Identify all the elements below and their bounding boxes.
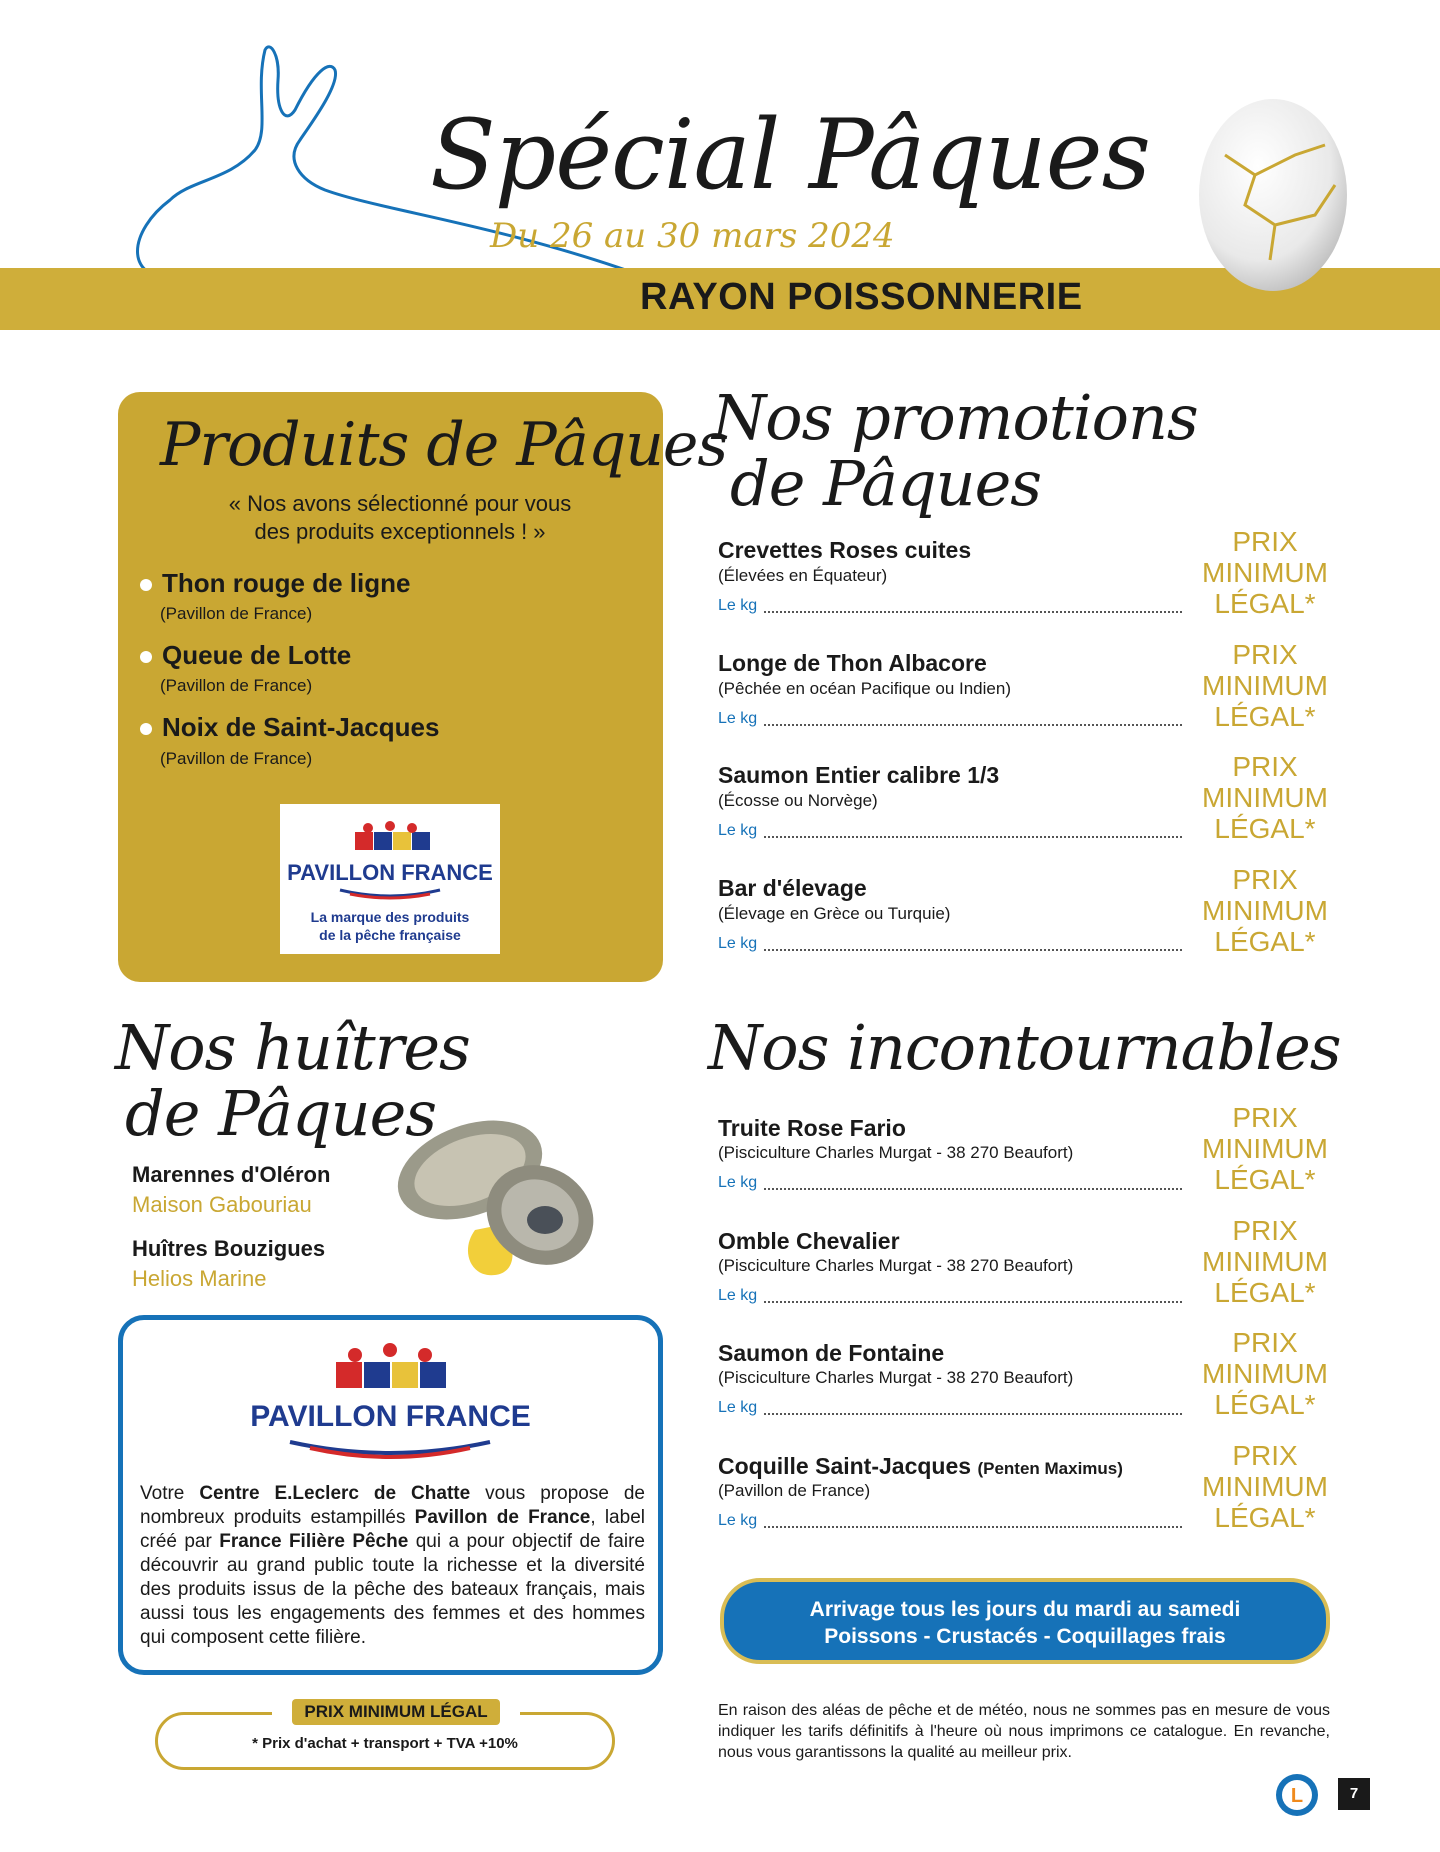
- must-item-name: Omble Chevalier: [718, 1228, 900, 1254]
- must-item-origin: (Pavillon de France): [718, 1481, 871, 1500]
- title-line: de Pâques: [730, 447, 1042, 520]
- price-line: MINIMUM: [1202, 1133, 1328, 1164]
- price-label: [1185, 526, 1345, 619]
- bullet-icon: [140, 579, 152, 591]
- golden-egg-illustration: [1185, 95, 1365, 295]
- must-item-name: Truite Rose Fario: [718, 1115, 906, 1141]
- bullet-icon: [140, 723, 152, 735]
- item-species: (Penten Maximus): [977, 1459, 1123, 1478]
- product-item: [140, 712, 439, 743]
- price-legend-title: [272, 1699, 520, 1727]
- product-item: [140, 568, 410, 599]
- title-line: Nos huîtres: [115, 1011, 470, 1084]
- oyster-name: Huîtres Bouzigues: [132, 1236, 326, 1261]
- promo-item-name: Crevettes Roses cuites: [718, 537, 972, 563]
- must-item-name: Saumon de Fontaine: [718, 1340, 945, 1366]
- product-name: Noix de Saint-Jacques: [162, 712, 440, 742]
- price-line: MINIMUM: [1202, 895, 1328, 926]
- price-label: [1185, 1327, 1345, 1420]
- oyster-name: Marennes d'Oléron: [132, 1162, 331, 1187]
- promo-item-name: Longe de Thon Albacore: [718, 650, 987, 676]
- oyster-producer: Helios Marine: [132, 1266, 267, 1291]
- store-name: Centre E.Leclerc de Chatte: [199, 1483, 471, 1504]
- product-origin: (Pavillon de France): [160, 604, 313, 623]
- price-label: [1185, 1215, 1345, 1308]
- quote-line: des produits exceptionnels ! »: [254, 519, 546, 544]
- must-item-name: [718, 1453, 1123, 1480]
- oyster-producer: Maison Gabouriau: [132, 1192, 312, 1217]
- must-item-unit: Le kg: [718, 1174, 758, 1191]
- price-line: LÉGAL*: [1214, 1277, 1316, 1308]
- price-line: MINIMUM: [1202, 782, 1328, 813]
- text-run: Votre: [140, 1483, 200, 1504]
- price-leader-line: [764, 1413, 1182, 1415]
- price-leader-line: [764, 836, 1182, 838]
- oyster-lemon-illustration: [390, 1100, 610, 1280]
- product-name: Thon rouge de ligne: [162, 568, 411, 598]
- page-title: Spécial Pâques: [430, 99, 1150, 211]
- incontournables-title: Nos incontournables: [708, 1011, 1341, 1084]
- department-title: RAYON POISSONNERIE: [640, 276, 1083, 318]
- must-item-unit: Le kg: [718, 1399, 758, 1416]
- page-number: 7: [1338, 1778, 1370, 1810]
- tricolor-swoosh-icon: [280, 888, 500, 902]
- tricolor-swoosh-icon: [270, 1438, 510, 1462]
- must-item-unit: Le kg: [718, 1512, 758, 1529]
- price-leader-line: [764, 1526, 1182, 1528]
- arrival-banner: [720, 1578, 1330, 1664]
- quote-line: « Nos avons sélectionné pour vous: [228, 491, 572, 516]
- pavillon-brand: PAVILLON FRANCE: [287, 860, 493, 885]
- promo-item-unit: Le kg: [718, 822, 758, 839]
- price-line: LÉGAL*: [1214, 1502, 1316, 1533]
- price-label: [1185, 864, 1345, 957]
- text-run: qui a pour objectif de faire découvrir au grand public toute la richesse et la diversité des produits issus de la pêche des bateaux français, mais aussi tous les engagements des femmes et des hommes qui composent cette filière.: [140, 1531, 645, 1648]
- promo-item-origin: (Pêchée en océan Pacifique ou Indien): [718, 679, 1011, 698]
- price-leader-line: [764, 611, 1182, 613]
- price-line: LÉGAL*: [1214, 926, 1316, 957]
- title-line: de Pâques: [125, 1077, 437, 1150]
- pavillon-description: [140, 1482, 645, 1650]
- promo-item-unit: Le kg: [718, 710, 758, 727]
- price-line: PRIX: [1232, 526, 1298, 557]
- price-leader-line: [764, 1188, 1182, 1190]
- price-line: LÉGAL*: [1214, 588, 1316, 619]
- product-name: Queue de Lotte: [162, 640, 352, 670]
- price-line: PRIX: [1232, 1440, 1298, 1471]
- logo-letter: L: [1290, 1785, 1304, 1807]
- price-line: LÉGAL*: [1214, 813, 1316, 844]
- price-line: PRIX: [1232, 1327, 1298, 1358]
- leclerc-logo-icon: [1275, 1773, 1319, 1817]
- price-line: MINIMUM: [1202, 670, 1328, 701]
- text-run: vous propose de nombreux produits estampillés: [140, 1483, 645, 1528]
- pavillon-brand: PAVILLON FRANCE: [250, 1400, 531, 1433]
- price-line: PRIX: [1232, 1215, 1298, 1246]
- tagline-line: La marque des produits: [310, 909, 470, 925]
- title-line: Nos promotions: [712, 381, 1198, 454]
- promo-item-origin: (Écosse ou Norvège): [718, 791, 878, 810]
- price-leader-line: [764, 724, 1182, 726]
- promotions-title: [712, 381, 1198, 520]
- item-title: Coquille Saint-Jacques: [718, 1453, 972, 1479]
- price-line: PRIX: [1232, 1102, 1298, 1133]
- pavillon-france-logo-card: [280, 804, 500, 954]
- price-line: PRIX: [1232, 864, 1298, 895]
- promo-item-unit: Le kg: [718, 935, 758, 952]
- banner-line: Arrivage tous les jours du mardi au samedi: [809, 1598, 1241, 1621]
- promo-item-name: Bar d'élevage: [718, 875, 867, 901]
- price-line: LÉGAL*: [1214, 701, 1316, 732]
- price-line: PRIX: [1232, 639, 1298, 670]
- disclaimer-text: En raison des aléas de pêche et de météo, nous ne sommes pas en mesure de vous indiquer les tarifs définitifs à l'heure où nous imprimons ce catalogue. En revanche, nous vous garantissons la qualité au meilleur prix.: [718, 1702, 1330, 1761]
- promo-item-unit: Le kg: [718, 597, 758, 614]
- price-legend-note: * Prix d'achat + transport + TVA +10%: [252, 1735, 518, 1752]
- text-run: , label créé par: [140, 1507, 645, 1552]
- org-name: France Filière Pêche: [219, 1531, 409, 1552]
- price-line: MINIMUM: [1202, 1358, 1328, 1389]
- must-item-origin: (Pisciculture Charles Murgat - 38 270 Beaufort): [718, 1368, 1074, 1387]
- price-label: [1185, 1440, 1345, 1533]
- price-label: [1185, 751, 1345, 844]
- product-item: [140, 640, 351, 671]
- price-leader-line: [764, 1301, 1182, 1303]
- date-range: Du 26 au 30 mars 2024: [490, 216, 895, 256]
- price-line: MINIMUM: [1202, 1471, 1328, 1502]
- must-item-unit: Le kg: [718, 1287, 758, 1304]
- label-name: Pavillon de France: [414, 1507, 591, 1528]
- price-line: LÉGAL*: [1214, 1389, 1316, 1420]
- legend-title-text: PRIX MINIMUM LÉGAL: [292, 1699, 499, 1725]
- products-quote: [190, 490, 610, 546]
- price-line: MINIMUM: [1202, 1246, 1328, 1277]
- price-line: MINIMUM: [1202, 557, 1328, 588]
- price-leader-line: [764, 949, 1182, 951]
- promo-item-origin: (Élevées en Équateur): [718, 566, 888, 585]
- must-item-origin: (Pisciculture Charles Murgat - 38 270 Beaufort): [718, 1143, 1074, 1162]
- price-line: LÉGAL*: [1214, 1164, 1316, 1195]
- tagline-line: de la pêche française: [319, 927, 461, 943]
- price-line: PRIX: [1232, 751, 1298, 782]
- bullet-icon: [140, 651, 152, 663]
- product-origin: (Pavillon de France): [160, 676, 313, 695]
- price-label: [1185, 1102, 1345, 1195]
- products-title: Produits de Pâques: [160, 410, 728, 480]
- banner-line: Poissons - Crustacés - Coquillages frais: [824, 1625, 1226, 1648]
- price-label: [1185, 639, 1345, 732]
- promo-item-origin: (Élevage en Grèce ou Turquie): [718, 904, 951, 923]
- pavillon-flag-icon: [310, 1340, 470, 1400]
- must-item-origin: (Pisciculture Charles Murgat - 38 270 Beaufort): [718, 1256, 1074, 1275]
- product-origin: (Pavillon de France): [160, 749, 313, 768]
- pavillon-tagline: [280, 908, 500, 944]
- promo-item-name: Saumon Entier calibre 1/3: [718, 762, 1000, 788]
